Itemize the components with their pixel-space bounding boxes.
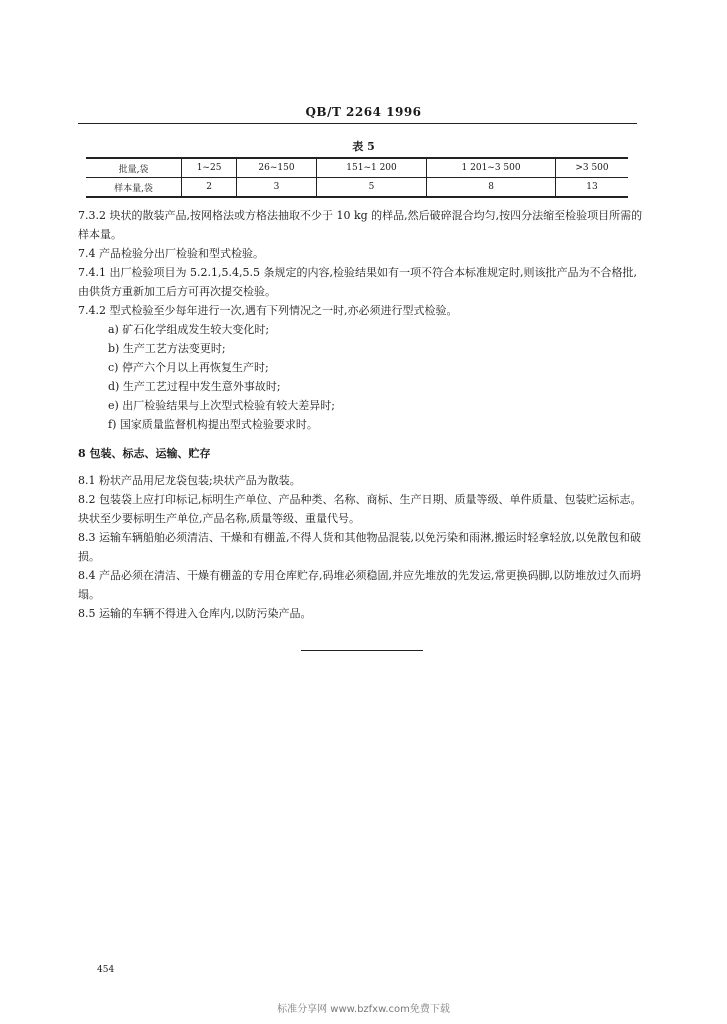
clause-7-4-2: 7.4.2 型式检验至少每年进行一次,遇有下列情况之一时,亦必须进行型式检验。 [78, 304, 458, 317]
list-item: f) 国家质量监督机构提出型式检验要求时。 [108, 418, 318, 431]
table-cell: >3 500 [555, 158, 628, 178]
clause-7-4-1: 7.4.1 出厂检验项目为 5.2.1,5.4,5.5 条规定的内容,检验结果如有一项不符合本标准规定时,则该批产品为不合格批,由供货方重新加工后方可再次提交检验。 [78, 266, 637, 298]
table-cell: 151~1 200 [316, 158, 426, 178]
watermark-footer: 标准分享网 www.bzfxw.com免费下载 [277, 1004, 450, 1015]
table-cell: 13 [555, 178, 628, 198]
table-cell: 8 [427, 178, 556, 198]
table-cell: 5 [316, 178, 426, 198]
clause-8-5: 8.5 运输的车辆不得进入仓库内,以防污染产品。 [78, 607, 312, 620]
header-rule [78, 123, 637, 124]
table-row [86, 158, 628, 178]
sampling-table [86, 157, 628, 198]
page-number: 454 [97, 965, 115, 975]
section-8-heading: 8 包装、标志、运输、贮存 [78, 447, 211, 460]
list-item: b) 生产工艺方法变更时; [108, 342, 226, 355]
list-item: d) 生产工艺过程中发生意外事故时; [108, 380, 281, 393]
clause-8-1: 8.1 粉状产品用尼龙袋包装;块状产品为散装。 [78, 474, 301, 487]
table-cell: 2 [182, 178, 237, 198]
table-row [86, 178, 628, 198]
clause-7-4: 7.4 产品检验分出厂检验和型式检验。 [78, 247, 264, 260]
clause-8-2: 8.2 包装袋上应打印标记,标明生产单位、产品种类、名称、商标、生产日期、质量等级、单件质量、包装贮运标志。块状至少要标明生产单位,产品名称,质量等级、重量代号。 [78, 493, 642, 525]
document-body [78, 206, 644, 623]
list-item: e) 出厂检验结果与上次型式检验有较大差异时; [108, 399, 336, 412]
clause-7-3-2: 7.3.2 块状的散装产品,按网格法或方格法抽取不少于 10 kg 的样品,然后破碎混合均匀,按四分法缩至检验项目所需的样本量。 [78, 209, 643, 241]
list-item: c) 停产六个月以上再恢复生产时; [108, 361, 269, 374]
clause-8-4: 8.4 产品必须在清洁、干燥有棚盖的专用仓库贮存,码堆必须稳固,并应先堆放的先发运,常更换码脚,以防堆放过久而坍塌。 [78, 569, 641, 601]
clause-8-3: 8.3 运输车辆船舶必须清洁、干燥和有棚盖,不得人货和其他物品混装,以免污染和雨淋,搬运时轻拿轻放,以免散包和破损。 [78, 531, 641, 563]
end-rule [301, 650, 423, 651]
table-cell: 3 [237, 178, 317, 198]
table-cell: 样本量,袋 [86, 178, 182, 198]
table-caption: 表 5 [352, 140, 375, 153]
table-cell: 批量,袋 [86, 158, 182, 178]
table-cell: 1~25 [182, 158, 237, 178]
list-item: a) 矿石化学组成发生较大变化时; [108, 323, 270, 336]
table-cell: 1 201~3 500 [427, 158, 556, 178]
standard-header: QB/T 2264 1996 [305, 105, 422, 119]
table-cell: 26~150 [237, 158, 317, 178]
